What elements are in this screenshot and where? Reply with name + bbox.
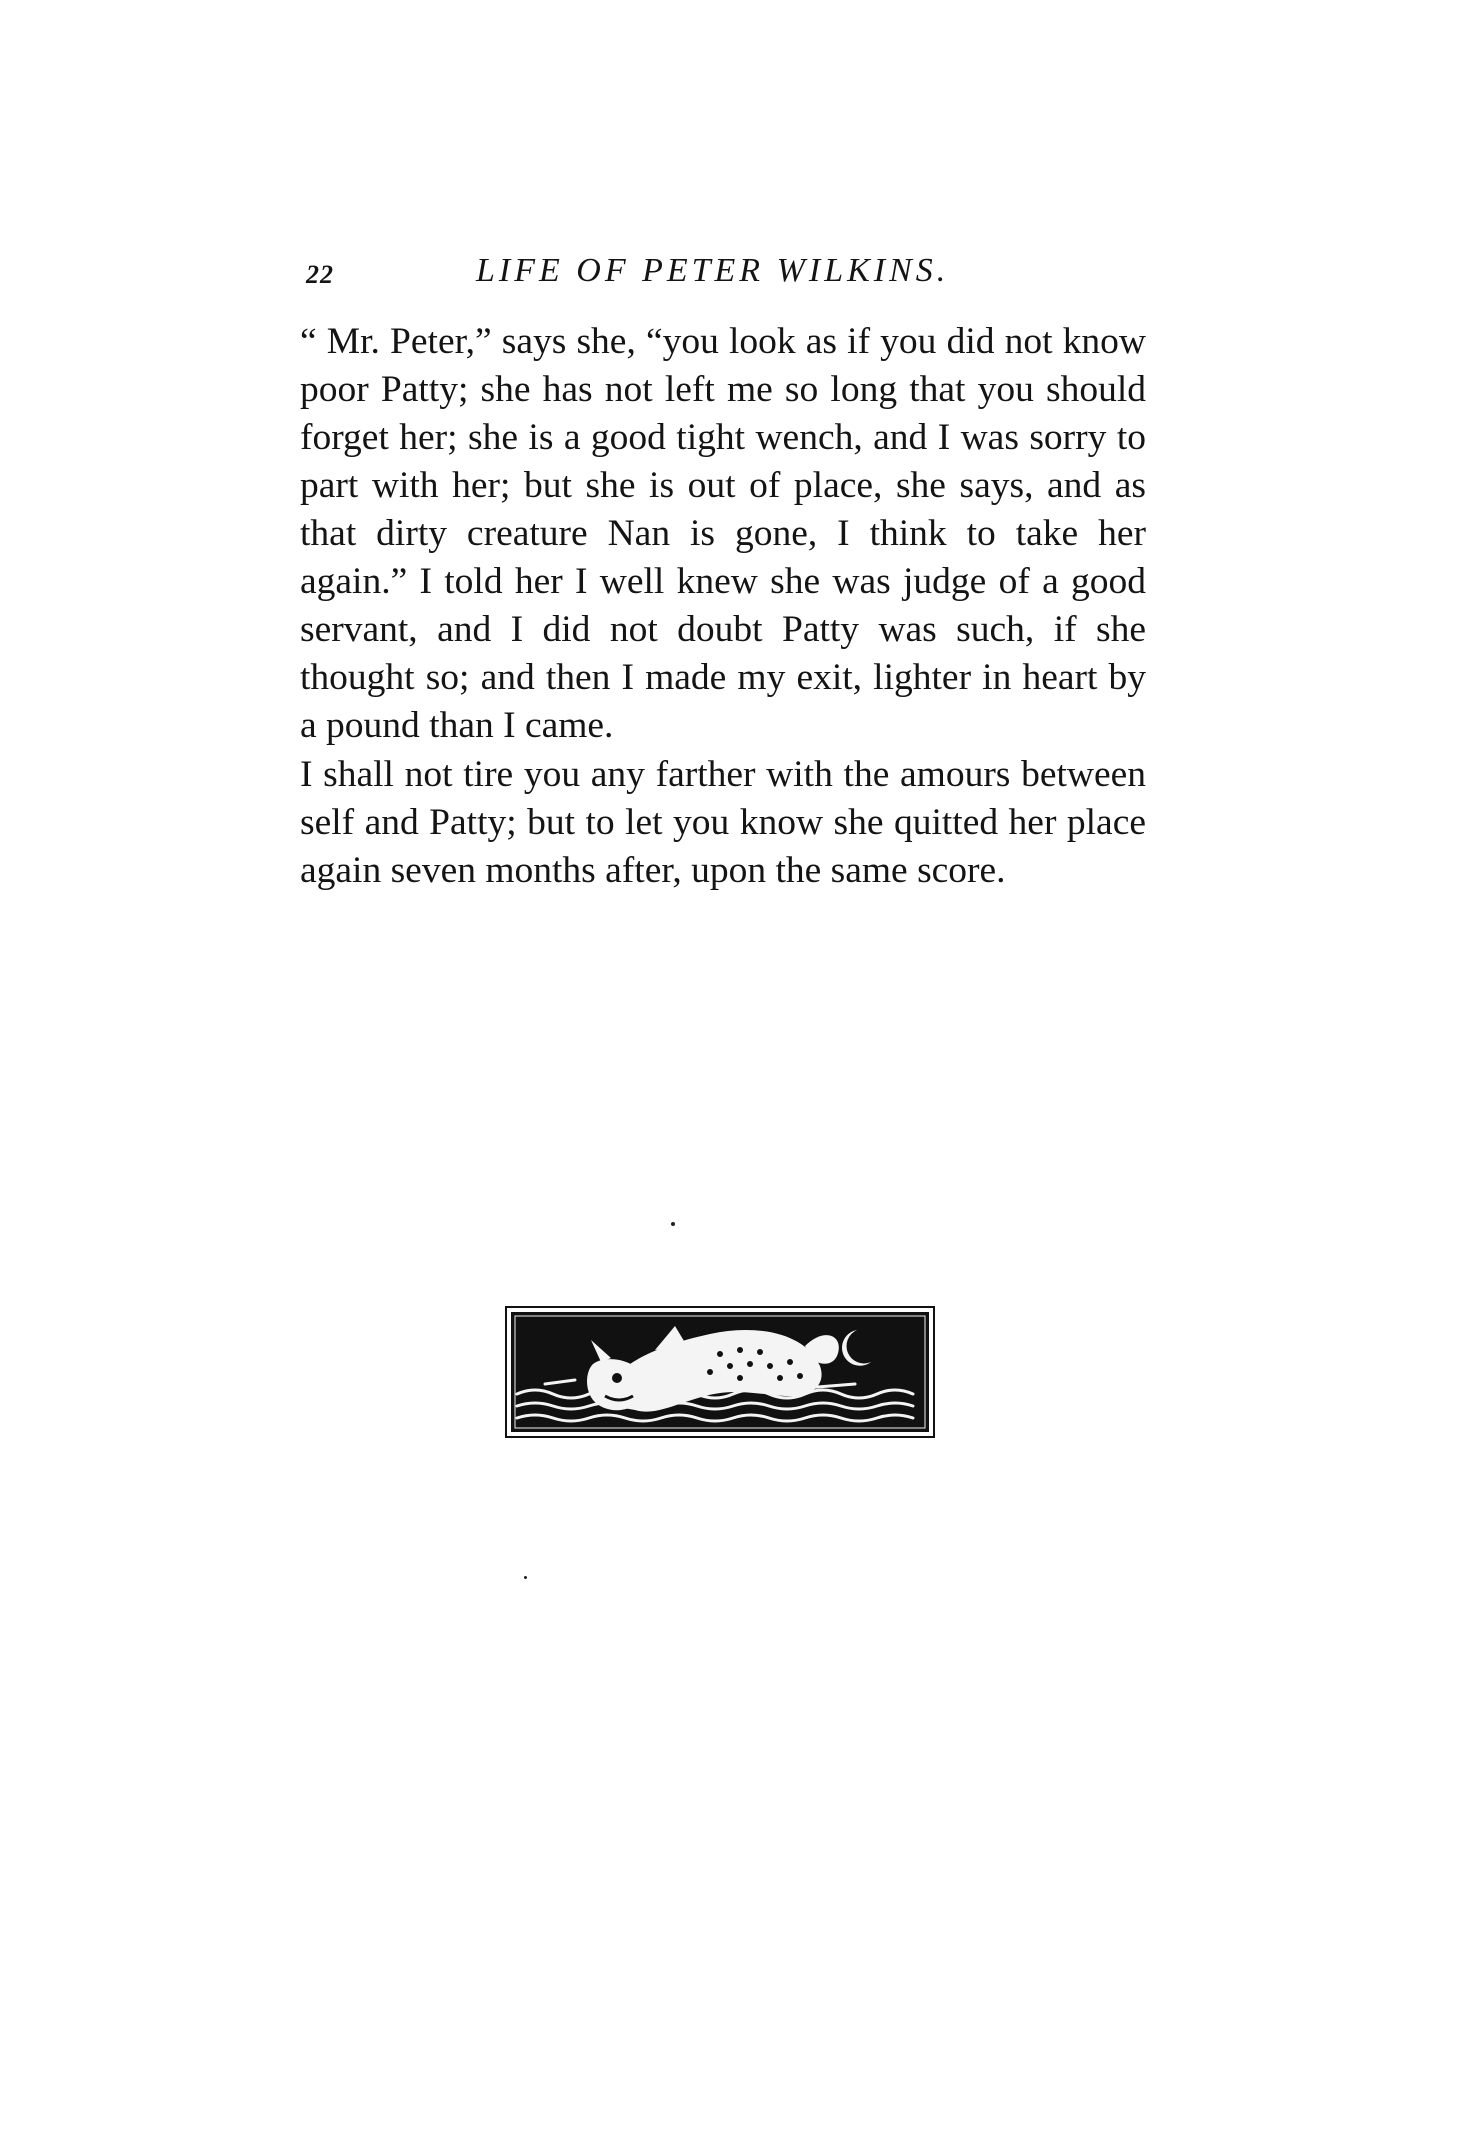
body-text (300, 318, 1146, 895)
running-title: LIFE OF PETER WILKINS. (476, 252, 950, 289)
paragraph-1: “ Mr. Peter,” says she, “you look as if you did not know poor Patty; she has not left me so long that you should forget her; she is a good tight wench, and I was sorry to part with her; but she is out of place, she says, and as that dirty creature Nan is gone, I think to take her again.” I told her I well knew she was judge of a good servant, and I did not doubt Patty was such, if she thought so; and then I made my exit, lighter in heart by a pound than I came. (300, 321, 1146, 746)
running-head (300, 252, 1146, 302)
tailpiece-ornament-icon (505, 1306, 935, 1438)
print-speck (524, 1576, 527, 1579)
page-number: 22 (306, 260, 334, 289)
print-speck (671, 1222, 675, 1226)
paragraph-2: I shall not tire you any farther with the amours between self and Patty; but to let you know she quitted her place again seven months after, upon the same score. (300, 754, 1146, 891)
